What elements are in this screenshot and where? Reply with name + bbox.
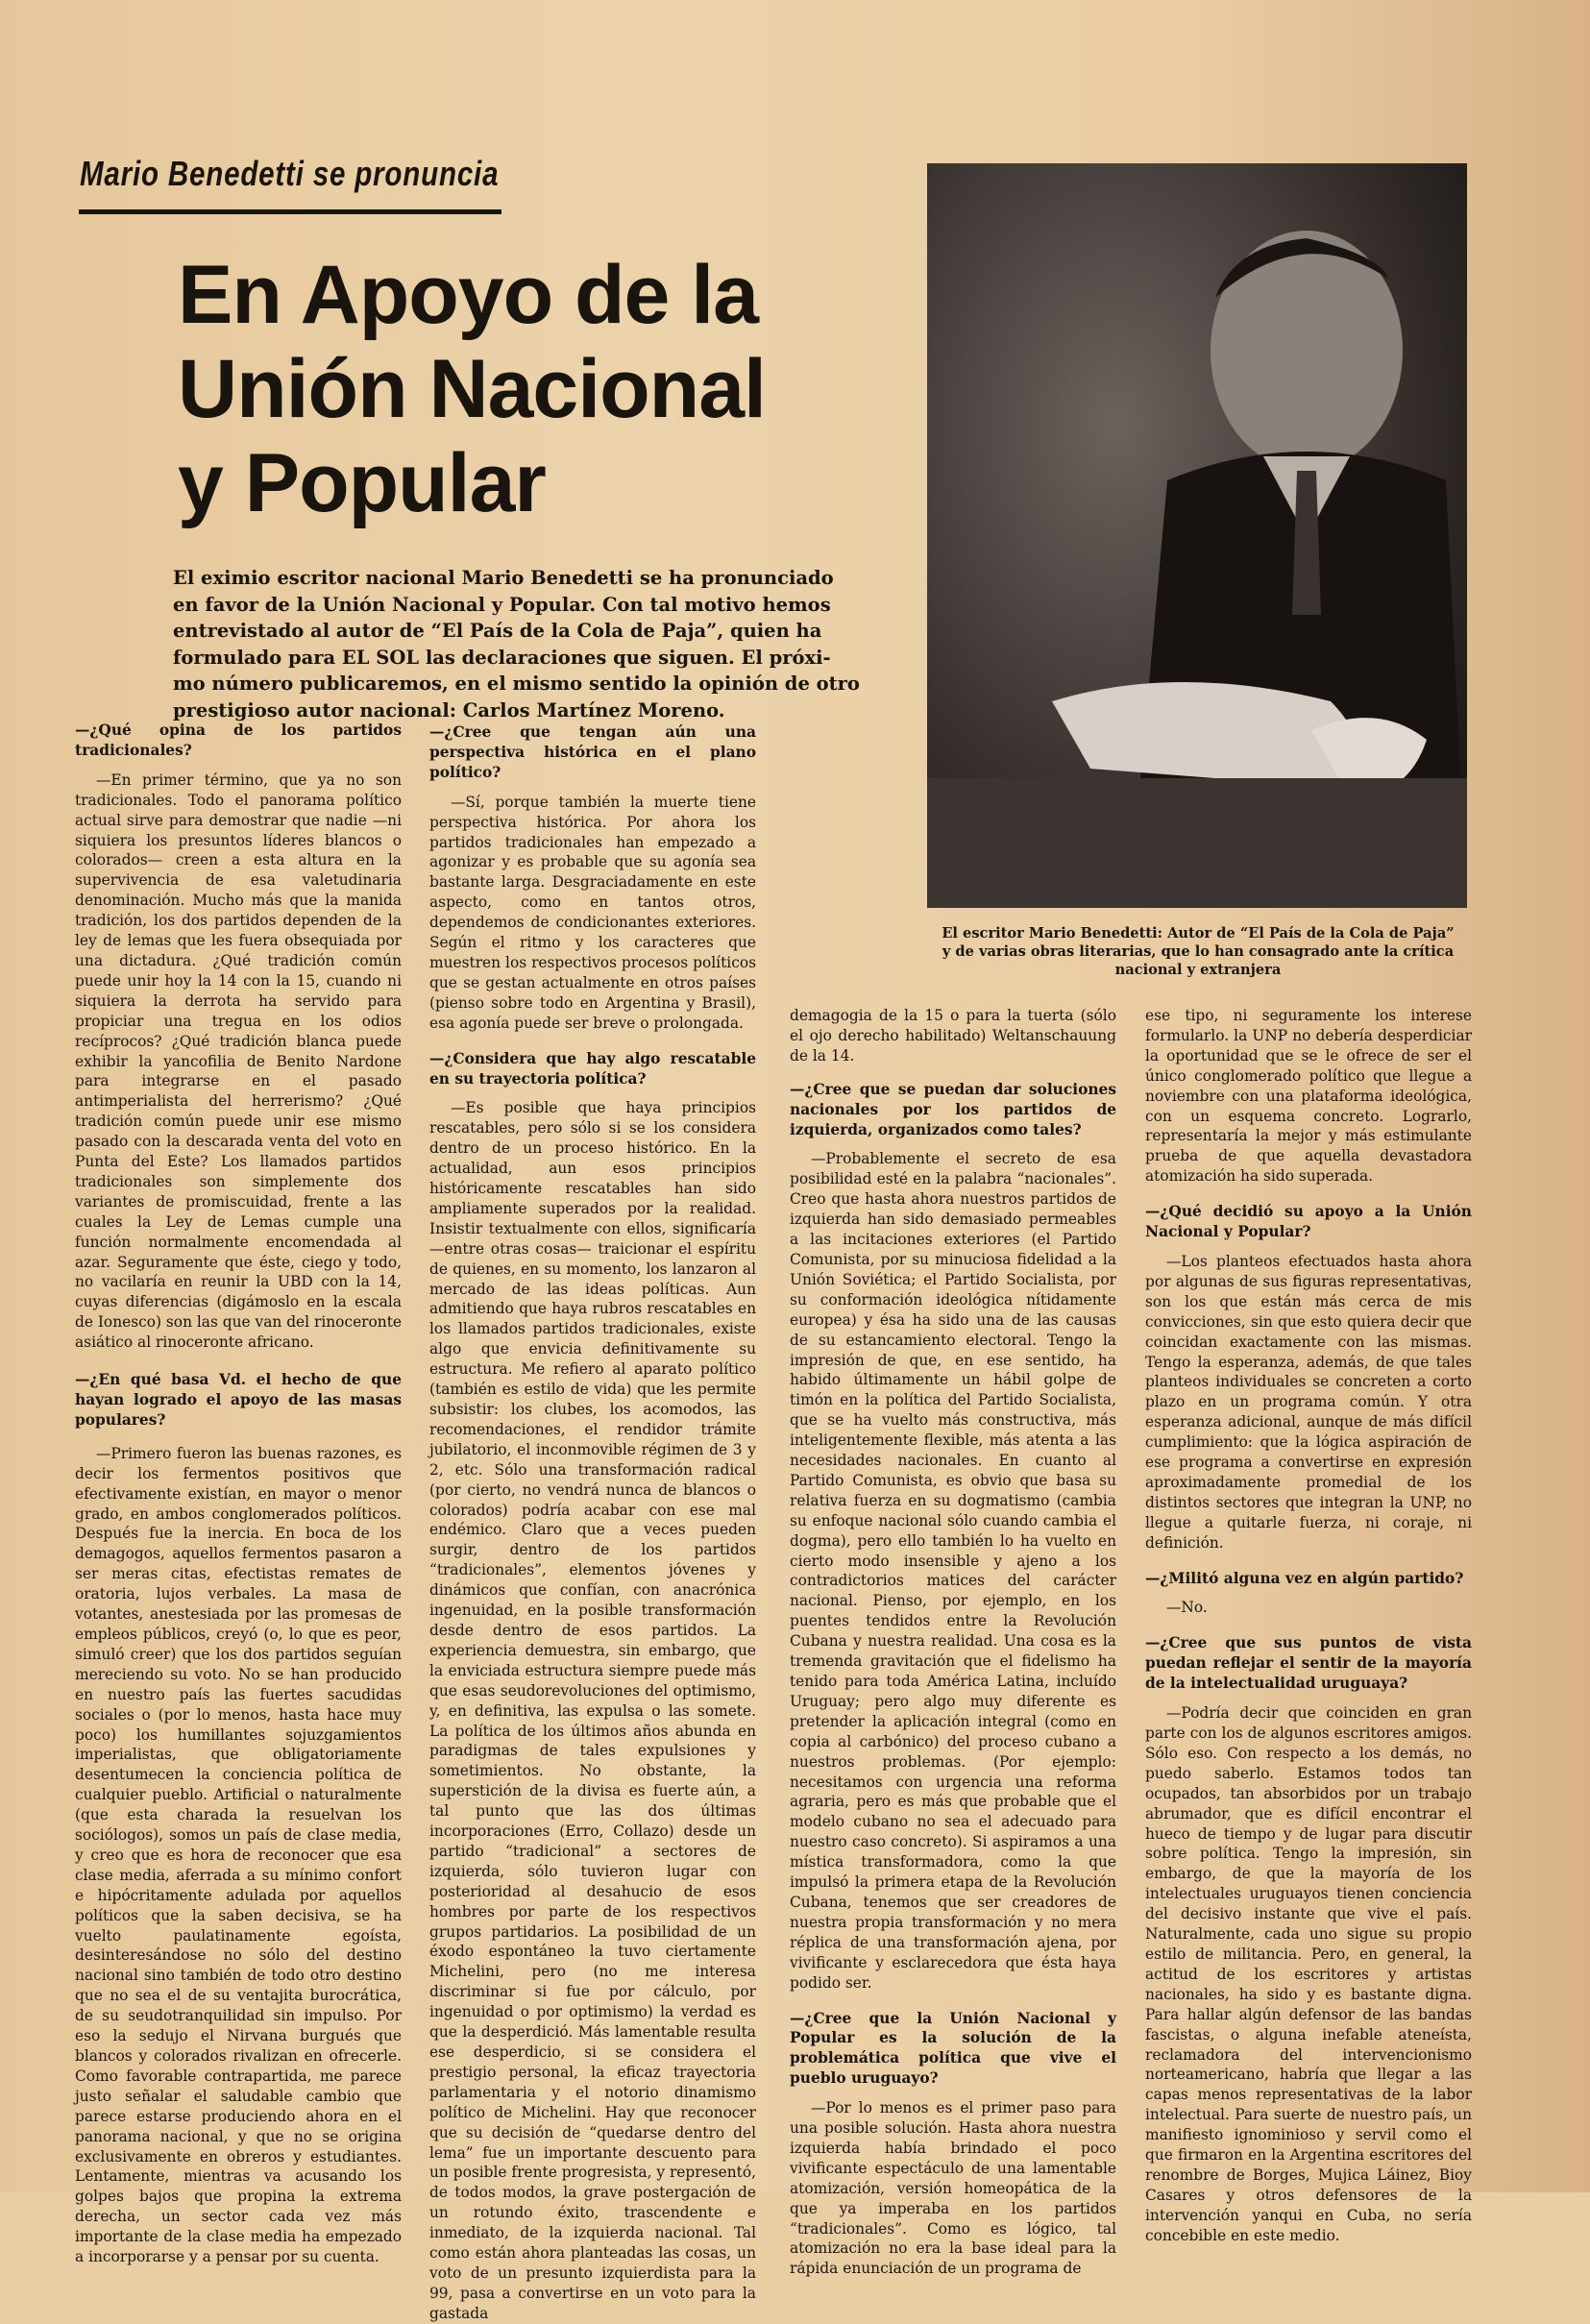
answer: —No. [1166, 1599, 1208, 1617]
article-column-4 [1145, 1006, 1472, 2246]
headline-line-1: En Apoyo de la [178, 249, 758, 341]
portrait-photo [927, 163, 1467, 908]
article-column-1 [75, 721, 402, 2267]
headline-line-2: Unión Nacional [178, 343, 766, 435]
caption-line: y de varias obras literarias, que lo han consagrado ante la crítica [942, 943, 1455, 960]
answer: —Es posible que haya principios rescatables, pero sólo si se los considera dentro de un proceso histórico. En la actualidad, aun esos principios históricamente rescatables han sido ampliamente superados por la realidad. Insistir textualmente con ellos, significaría —entre otras cosas— traicionar el espíritu de quienes, en su momento, los lanzaron al mercado de las ideas políticas. Aun admitiendo que haya rubros rescatables en los llamados partidos tradicionales, existe algo que envicia definitivamente su estructura. Me refiero al aparato político (también es estilo de vida) que les permite subsistir: los clubes, los acomodos, las recomendaciones, el rendidor trámite jubilatorio, el inconmovible régimen de 3 y 2, etc. Sólo una transformación radical (por cierto, no vendrá nunca de blancos o colorados) podría acabar con ese mal endémico. Claro que a veces pueden surgir, dentro de los partidos “tradicionales”, elementos jóvenes y dinámicos que confían, con anacrónica ingenuidad, en la posible transformación desde dentro de esos partidos. La experiencia demuestra, sin embargo, que la enviciada estructura siempre puede más que esas seudorevoluciones del optimismo, y, en definitiva, las expulsa o las somete. La política de los últimos años abunda en paradigmas de tales expulsiones y sometimientos. No obstante, la superstición de la divisa es fuerte aún, a tal punto que las dos últimas incorporaciones (Erro, Collazo) desde un partido “tradicional” a sectores de izquierda, sólo tuvieron lugar con posterioridad al desahucio de esos hombres por parte de los respectivos grupos partidarios. La posibilidad de un éxodo espontáneo la tuvo ciertamente Michelini, pero (no me interesa discriminar si fue por cálculo, por ingenuidad o por optimismo) la verdad es que la desperdició. Más lamentable resulta ese desperdicio, si se considera el prestigio personal, la eficaz trayectoria parlamentaria y el notorio dinamismo político de Michelini. Hay que reconocer que su decisión de “quedarse dentro del lema” fue un importante descuento para un posible frente progresista, y representó, de todos modos, la grave postergación de un rotundo éxito, trascendente e inmediato, de la izquierda nacional. Tal como están ahora planteadas las cosas, un voto de un presunto izquierdista para la 99, pasa a convertirse en un voto para la gastada [429, 1099, 756, 2322]
intro-line: formulado para EL SOL las declaraciones que siguen. El próxi- [173, 646, 831, 669]
question: —¿Cree que tengan aún una perspectiva histórica en el plano político? [429, 723, 756, 781]
intro-line: prestigioso autor nacional: Carlos Martínez Moreno. [173, 698, 725, 722]
answer: —Sí, porque también la muerte tiene perspectiva histórica. Por ahora los partidos tradicionales han empezado a agonizar y es probable que su agonía sea bastante larga. Desgraciadamente en este aspecto, como en tantos otros, dependemos de condicionantes exteriores. Según el ritmo y los caracteres que muestren los respectivos procesos políticos que se gestan actualmente en otros países (pienso sobre todo en Argentina y Brasil), esa agonía puede ser breve o prolongada. [429, 793, 756, 1032]
kicker: Mario Benedetti se pronuncia [80, 154, 500, 193]
kicker-underline [79, 209, 501, 214]
answer: —Los planteos efectuados hasta ahora por algunas de sus figuras representativas, son los que están más cerca de mis convicciones, sin que esto quiera decir que coincidan exactamente con las mismas. Tengo la esperanza, además, de que tales planteos individuales se concreten a corto plazo en un programa común. Y otra esperanza adicional, aunque de más difícil cumplimiento: que la lógica aspiración de ese programa a convertirse en expresión aproximadamente promedial de los distintos sectores que integran la UNP, no llegue a quitarle fuerza, ni coraje, ni definición. [1145, 1252, 1472, 1552]
caption-line: El escritor Mario Benedetti: Autor de “El País de la Cola de Paja” [942, 925, 1455, 942]
intro-line: El eximio escritor nacional Mario Benedetti se ha pronunciado [173, 567, 834, 589]
answer: —Por lo menos es el primer paso para una posible solución. Hasta ahora nuestra izquierda había brindado el poco vivificante espectáculo de una lamentable atomización, versión homeopática de la que ya imperaba en los partidos “tradicionales”. Como es lógico, tal atomización no era la base ideal para la rápida enunciación de un programa de [790, 2099, 1116, 2278]
answer: —Podría decir que coinciden en gran parte con los de algunos escritores amigos. Sólo eso. Con respecto a los demás, no puedo saberlo. Estamos todos tan ocupados, tan absorbidos por un trabajo abrumador, que es difícil encontrar el hueco de tiempo y de lugar para discutir sobre política. Tengo la impresión, sin embargo, de que la mayoría de los intelectuales uruguayos tienen conciencia del decisivo instante que vive el país. Naturalmente, cada uno sigue su propio estilo de militancia. Pero, en general, la actitud de los escritores y artistas nacionales, ha sido y es bastante digna. Para hallar algún defensor de las bandas fascistas, o alguna inefable ateneísta, reclamadora del intervencionismo norteamericano, habría que llegar a las capas menos representativas de la labor intelectual. Para suerte de nuestro país, un manifiesto ignominioso y servil como el que firmaron en la Argentina escritores del renombre de Borges, Mujica Láinez, Bioy Casares y otros defensores de la intervención yanqui en Cuba, no sería concebible en este medio. [1145, 1704, 1472, 2244]
question: —¿Militó alguna vez en algún partido? [1145, 1569, 1464, 1587]
intro-paragraph [173, 565, 860, 723]
intro-line: mo número publicaremos, en el mismo sentido la opinión de otro [173, 673, 860, 695]
question: —¿Cree que sus puntos de vista puedan reflejar el sentir de la mayoría de la intelectualidad uruguaya? [1145, 1634, 1472, 1693]
answer-continued: ese tipo, ni seguramente los interese formularlo. la UNP no debería desperdiciar la oportunidad que se le ofrece de ser el único conglomerado político que llegue a noviembre con una plataforma ideológica, con un esquema concreto. Lograrlo, representaría la mejor y más estimulante prueba de que aquella devastadora atomización ha sido superada. [1145, 1007, 1472, 1186]
question: —¿Qué opina de los partidos tradicionales? [75, 722, 402, 759]
portrait-photo-image [927, 163, 1467, 908]
intro-line: en favor de la Unión Nacional y Popular. Con tal motivo hemos [173, 593, 831, 616]
intro-line: entrevistado al autor de “El País de la Cola de Paja”, quien ha [173, 620, 822, 642]
photo-caption [905, 924, 1491, 979]
question: —¿Cree que la Unión Nacional y Popular es la solución de la problemática política que vive el pueblo uruguayo? [790, 2009, 1116, 2088]
question: —¿En qué basa Vd. el hecho de que hayan logrado el apoyo de las masas populares? [75, 1371, 402, 1429]
answer: —En primer término, que ya no son tradicionales. Todo el panorama político actual sirve para demostrar que nadie —ni siquiera los presuntos líderes blancos o colorados— creen a esta altura en la supervivencia de esa valetudinaria denominación. Mucho más que la manida tradición, los dos partidos dependen de la ley de lemas que les fuera obsequiada por una dictadura. ¿Qué tradición común puede unir hoy la 14 con la 15, cuando ni siquiera la derrota ha servido para propiciar una tregua en los odios recíprocos? ¿Qué tradición blanca puede exhibir la yancofilia de Benito Nardone para integrarse en el pasado antimperialista del herrerismo? ¿Qué tradición común puede unir ese mismo pasado con la descarada venta del voto en Punta del Este? Los llamados partidos tradicionales son simplemente dos variantes de promiscuidad, frente a las cuales la Ley de Lemas cumple una función normalmente encomendada al azar. Seguramente que éste, ciego y todo, no vacilaría en reunir la UBD con la 14, cuyas diferencias (digámoslo en la escala de Ionesco) son las que van del rinoceronte asiático al rinoceronte africano. [75, 771, 402, 1352]
headline [178, 248, 783, 530]
article-column-2 [429, 722, 756, 2324]
answer: —Probablemente el secreto de esa posibilidad esté en la palabra “nacionales”. Creo que hasta ahora nuestros partidos de izquierda han sido demasiado permeables a las incitaciones exteriores (el Partido Comunista, por su minuciosa fidelidad a la Unión Soviética; el Partido Socialista, por su conformación ideológica nítidamente europea) y ésa ha sido una de las causas de su estancamiento electoral. Tengo la impresión de que, en ese sentido, ha habido últimamente un hábil golpe de timón en la política del Partido Socialista, que se ha vuelto más constructiva, más inteligentemente flexible, más atenta a las necesidades nacionales. En cuanto al Partido Comunista, es obvio que basa su relativa fuerza en su dogmatismo (cambia su enfoque nacional sólo cuando cambia el dogma), pero ello también lo ha vuelto en cierto modo insensible y ajeno a los contradictorios matices del carácter nacional. Pienso, por ejemplo, en los puentes tendidos entre la Revolución Cubana y nuestra realidad. Una cosa es la tremenda gravitación que el fidelismo ha tenido para toda América Latina, incluído Uruguay; pero algo muy diferente es pretender la aplicación integral (como en copia al carbónico) del proceso cubano a nuestros problemas. (Por ejemplo: necesitamos con urgencia una reforma agraria, pero es más que probable que el modelo cubano no sea el adecuado para nuestro caso concreto). Si aspiramos a una mística transformadora, como la que impulsó la primera etapa de la Revolución Cubana, tenemos que ser creadores de nuestra propia transformación y no mera réplica de una transformación ajena, por vivificante y esclarecedora que ésta haya podido ser. [790, 1150, 1116, 1992]
answer: —Primero fueron las buenas razones, es decir los fermentos positivos que efectivamente existían, en mayor o menor grado, en ambos conglomerados políticos. Después fue la inercia. En boca de los demagogos, aquellos fermentos pasaron a ser meras citas, efectistas remates de oratoria, lujos verbales. La masa de votantes, anestesiada por las promesas de empleos públicos, creyó (o, lo que es peor, simuló creer) que los dos partidos seguían mereciendo su voto. No se han producido en nuestro país las fuertes sacudidas sociales o (por lo menos, hasta hace muy poco) los humillantes sojuzgamientos imperialistas, que obligatoriamente desentumecen la conciencia política de cualquier pueblo. Artificial o naturalmente (que esta charada la resuelvan los sociólogos), somos un país de clase media, y creo que es hora de reconocer que esa clase media, aferrada a su mínimo confort e hipócritamente adulada por aquellos políticos que la saben decisiva, se ha vuelto paulatinamente egoísta, desinteresándose no sólo del destino nacional sino también de todo otro destino que no sea el de su ventajita burocrática, de su seudotranquilidad sin impulso. Por eso la sedujo el Nirvana burgués que blancos y colorados rivalizan en ofrecerle. Como favorable contrapartida, me parece justo señalar el saludable cambio que parece estarse produciendo ahora en el panorama nacional, y que no se origina exclusivamente en obreros y estudiantes. Lentamente, mientras va acusando los golpes bajos que propina la extrema derecha, un sector cada vez más importante de la clase media ha empezado a incorporarse y a pensar por su cuenta. [75, 1444, 402, 2266]
headline-line-3: y Popular [178, 437, 546, 529]
answer-continued: demagogia de la 15 o para la tuerta (sólo el ojo derecho habilitado) Weltanschauung de la 14. [790, 1007, 1116, 1064]
question: —¿Considera que hay algo rescatable en su trayectoria política? [429, 1049, 756, 1088]
question: —¿Qué decidió su apoyo a la Unión Nacional y Popular? [1145, 1203, 1472, 1241]
question: —¿Cree que se puedan dar soluciones nacionales por los partidos de izquierda, organizados como tales? [790, 1080, 1116, 1138]
article-column-3 [790, 1006, 1116, 2279]
caption-line: nacional y extranjera [1114, 962, 1282, 978]
